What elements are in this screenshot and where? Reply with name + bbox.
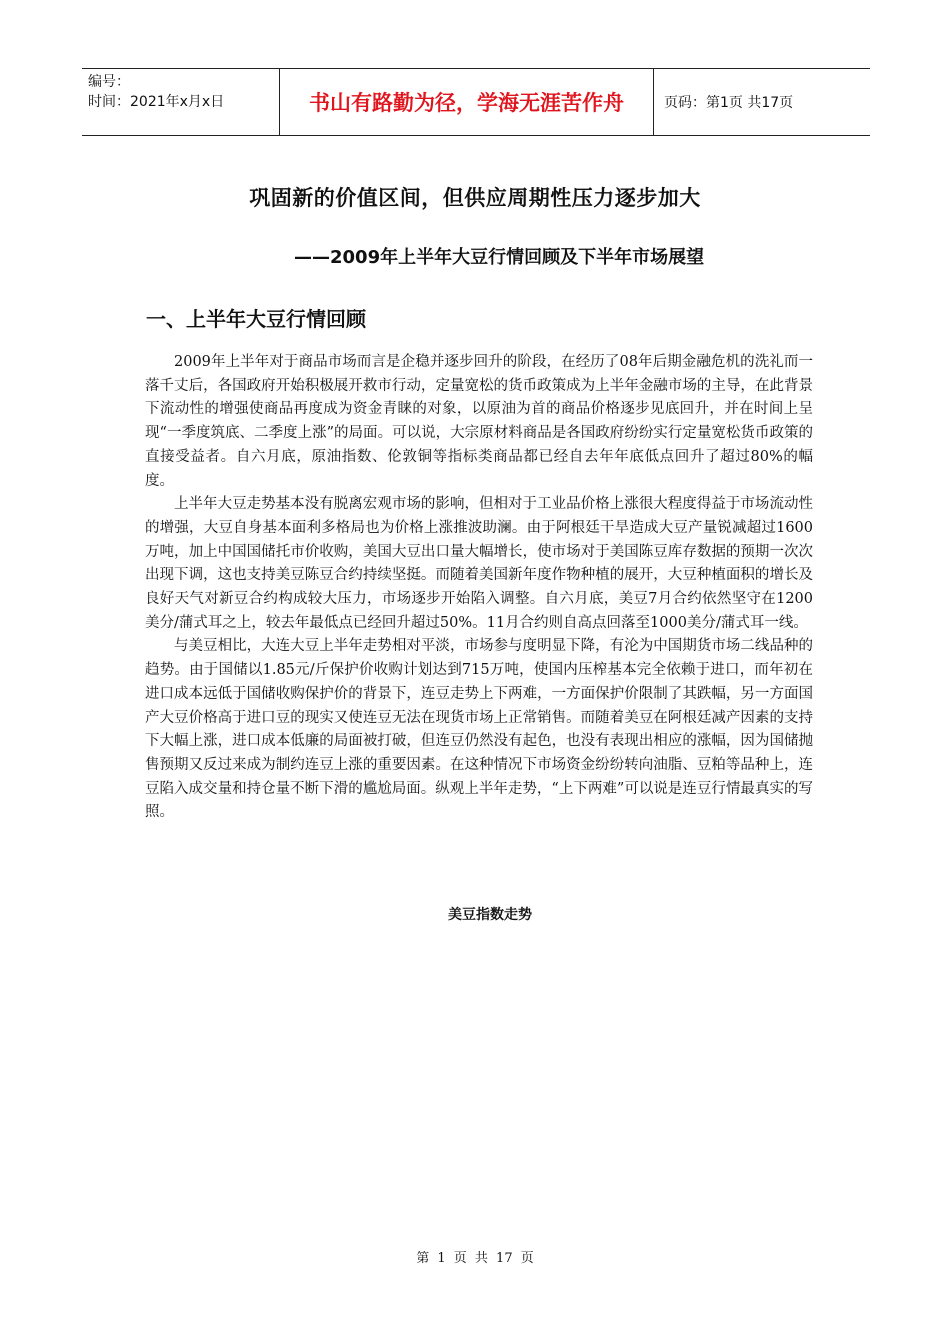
- paragraph-3: 与美豆相比，大连大豆上半年走势相对平淡，市场参与度明显下降，有沦为中国期货市场二线品种的趋势。由于国储以1.85元/斤保护价收购计划达到715万吨，使国内压榨基本完全依赖于进口，而年初在进口成本远低于国储收购保护价的背景下，连豆走势上下两难，一方面保护价限制了其跌幅，另一方面国产大豆价格高于进口豆的现实又使连豆无法在现货市场上正常销售。而随着美豆在阿根廷减产因素的支持下大幅上涨，进口成本低廉的局面被打破，但连豆仍然没有起色，也没有表现出相应的涨幅，因为国储抛售预期又反过来成为制约连豆上涨的重要因素。在这种情况下市场资金纷纷转向油脂、豆粕等品种上，连豆陷入成交量和持仓量不断下滑的尴尬局面。纵观上半年走势，“上下两难”可以说是连豆行情最真实的写照。: [145, 638, 813, 821]
- chart-caption: 美豆指数走势: [448, 907, 532, 923]
- header-meta-cell: [82, 69, 280, 135]
- paragraph-2: 上半年大豆走势基本没有脱离宏观市场的影响，但相对于工业品价格上涨很大程度得益于市场流动性的增强，大豆自身基本面利多格局也为价格上涨推波助澜。由于阿根廷干旱造成大豆产量锐减超过1600万吨，加上中国国储托市价收购，美国大豆出口量大幅增长，使市场对于美国陈豆库存数据的预期一次次出现下调，这也支持美豆陈豆合约持续坚挺。而随着美国新年度作物种植的展开，大豆种植面积的增长及良好天气对新豆合约构成较大压力，市场逐步开始陷入调整。自六月底，美豆7月合约依然坚守在1200美分/蒲式耳之上，较去年最低点已经回升超过50%。11月合约则自高点回落至1000美分/蒲式耳一线。: [145, 496, 813, 631]
- section-body: [145, 351, 813, 825]
- document-date-label: 时间：2021年x月x日: [88, 94, 225, 110]
- document-number-label: 编号：: [88, 74, 130, 90]
- paragraph-1: 2009年上半年对于商品市场而言是企稳并逐步回升的阶段，在经历了08年后期金融危机的洗礼而一落千丈后，各国政府开始积极展开救市行动，定量宽松的货币政策成为上半年金融市场的主导，在此背景下流动性的增强使商品再度成为资金青睐的对象，以原油为首的商品价格逐步见底回升，并在时间上呈现“一季度筑底、二季度上涨”的局面。可以说，大宗原材料商品是各国政府纷纷实行定量宽松货币政策的直接受益者。自六月底，原油指数、伦敦铜等指标类商品都已经自去年年底低点回升了超过80%的幅度。: [145, 354, 813, 489]
- page-footer: 第 1 页 共 17 页: [416, 1251, 534, 1266]
- header-table: [82, 68, 870, 136]
- document-title: 巩固新的价值区间，但供应周期性压力逐步加大: [249, 186, 701, 210]
- header-page-info: 页码：第1页 共17页: [664, 95, 794, 111]
- header-motto: 书山有路勤为径，学海无涯苦作舟: [280, 69, 654, 135]
- document-subtitle: ——2009年上半年大豆行情回顾及下半年市场展望: [294, 247, 705, 268]
- section-heading: 一、上半年大豆行情回顾: [146, 307, 366, 331]
